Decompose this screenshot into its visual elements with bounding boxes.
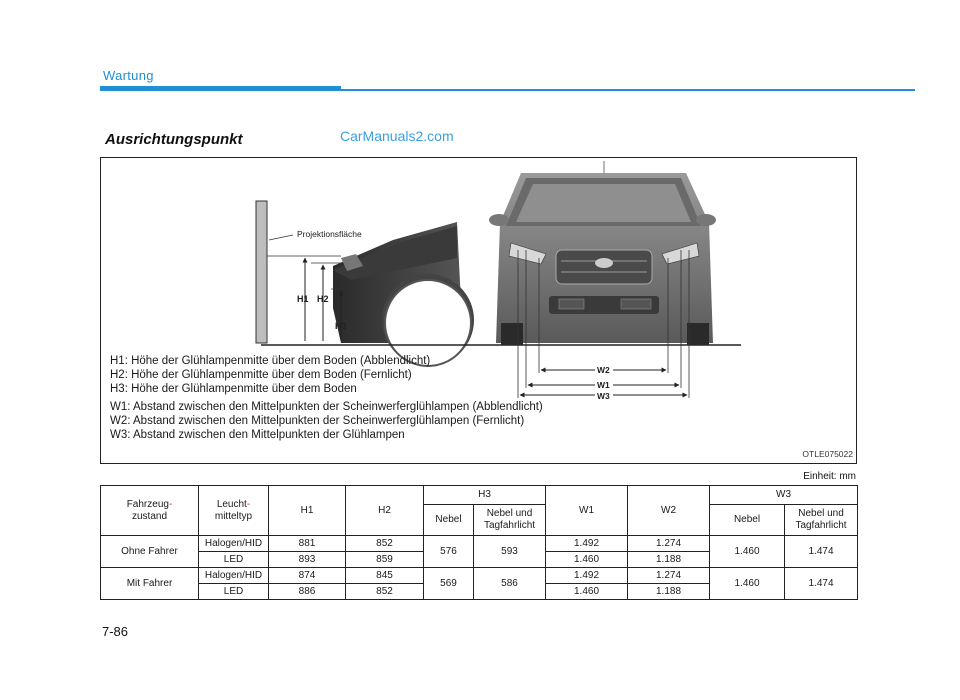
table-row — [101, 536, 858, 552]
cell-h1: 886 — [269, 584, 346, 600]
cell-w2: 1.188 — [628, 552, 710, 568]
cell-h1: 874 — [269, 568, 346, 584]
alignment-figure — [100, 157, 857, 464]
legend-line: H2: Höhe der Glühlampenmitte über dem Boden (Fernlicht) — [110, 369, 412, 381]
cell-h2: 859 — [346, 552, 424, 568]
w1-label: W1 — [597, 380, 610, 390]
unit-label: Einheit: mm — [803, 471, 856, 482]
watermark-link[interactable]: CarManuals2.com — [340, 128, 454, 144]
cell-w1: 1.460 — [546, 584, 628, 600]
header-h3: H3 — [424, 486, 546, 505]
alignment-spec-table — [100, 485, 858, 600]
header-w3-nebel-tag: Nebel und Tagfahrlicht — [785, 505, 858, 536]
legend-line: W1: Abstand zwischen den Mittelpunkten der Scheinwerferglühlampen (Abblendlicht) — [110, 401, 543, 413]
cell-h3-nebel-tag: 593 — [474, 536, 546, 568]
cell-h2: 852 — [346, 536, 424, 552]
cell-w3-nebel-tag: 1.474 — [785, 536, 858, 568]
page-heading: Ausrichtungspunkt — [105, 131, 243, 148]
cell-h1: 893 — [269, 552, 346, 568]
header-zustand: Fahrzeug- zustand — [101, 486, 199, 536]
header-w2: W2 — [628, 486, 710, 536]
cell-w1: 1.460 — [546, 552, 628, 568]
cell-h2: 845 — [346, 568, 424, 584]
page-number: 7-86 — [102, 624, 129, 639]
header-h2: H2 — [346, 486, 424, 536]
cell-zustand: Mit Fahrer — [101, 568, 199, 600]
cell-w1: 1.492 — [546, 568, 628, 584]
cell-typ: Halogen/HID — [199, 536, 269, 552]
header-h3-nebel-tag: Nebel und Tagfahrlicht — [474, 505, 546, 536]
cell-w2: 1.274 — [628, 568, 710, 584]
legend-line: H3: Höhe der Glühlampenmitte über dem Boden — [110, 383, 357, 395]
w3-label: W3 — [597, 391, 610, 401]
figure-code: OTLE075022 — [802, 449, 853, 459]
cell-typ: LED — [199, 552, 269, 568]
header-w3: W3 — [710, 486, 858, 505]
legend-line: W2: Abstand zwischen den Mittelpunkten der Scheinwerferglühlampen (Fernlicht) — [110, 415, 525, 427]
cell-w2: 1.188 — [628, 584, 710, 600]
cell-w3-nebel-tag: 1.474 — [785, 568, 858, 600]
cell-w3-nebel: 1.460 — [710, 536, 785, 568]
figure-legend — [110, 354, 543, 442]
cell-h3-nebel: 569 — [424, 568, 474, 600]
header-typ: Leucht- mitteltyp — [199, 486, 269, 536]
legend-line: W3: Abstand zwischen den Mittelpunkten der Glühlampen — [110, 429, 405, 441]
header-rule-thick — [100, 86, 341, 91]
cell-w2: 1.274 — [628, 536, 710, 552]
projection-surface — [256, 201, 267, 343]
cell-typ: Halogen/HID — [199, 568, 269, 584]
h2-label: H2 — [317, 294, 329, 304]
cell-h2: 852 — [346, 584, 424, 600]
header-h1: H1 — [269, 486, 346, 536]
cell-w1: 1.492 — [546, 536, 628, 552]
header-rule-thin — [341, 89, 915, 91]
h1-label: H1 — [297, 294, 309, 304]
table-row — [101, 568, 858, 584]
cell-typ: LED — [199, 584, 269, 600]
cell-h3-nebel: 576 — [424, 536, 474, 568]
section-title: Wartung — [103, 68, 154, 83]
cell-w3-nebel: 1.460 — [710, 568, 785, 600]
header-w3-nebel: Nebel — [710, 505, 785, 536]
projection-label: Projektionsfläche — [297, 229, 362, 239]
w2-label: W2 — [597, 365, 610, 375]
header-h3-nebel: Nebel — [424, 505, 474, 536]
header-w1: W1 — [546, 486, 628, 536]
cell-h3-nebel-tag: 586 — [474, 568, 546, 600]
legend-line: H1: Höhe der Glühlampenmitte über dem Boden (Abblendlicht) — [110, 355, 431, 367]
h3-label: H3 — [335, 321, 347, 331]
cell-h1: 881 — [269, 536, 346, 552]
cell-zustand: Ohne Fahrer — [101, 536, 199, 568]
